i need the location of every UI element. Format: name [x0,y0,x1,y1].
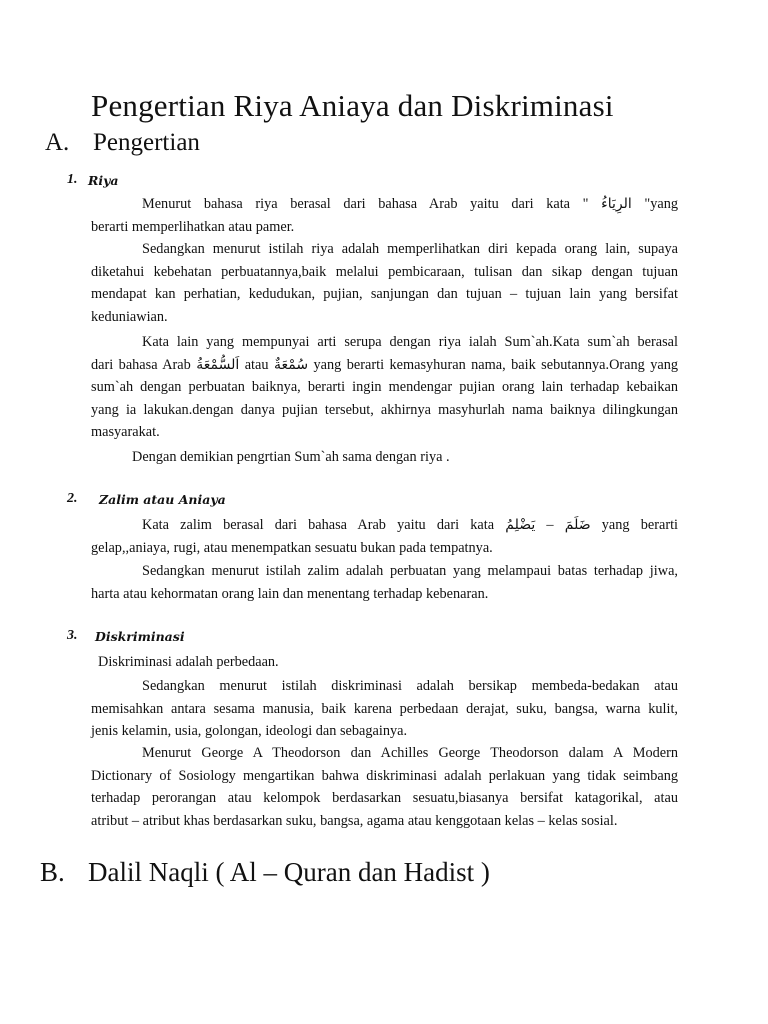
riya-paragraph-3 [91,331,678,444]
zalim-paragraph-1 [91,514,678,559]
riya-p2-line-2: diketahui kebehatan perbuatannya,baik melalui pembicaraan, tulisan dan sikap dengan tujuan [91,263,678,280]
zalim-p2-line-1: Sedangkan menurut istilah zalim adalah perbuatan yang melampaui batas terhadap jiwa, [142,563,678,579]
riya-p3-line-3: sum`ah dengan perbuatan baiknya, berarti ingin mendengar pujian orang lain terhadap kebaikan [91,379,678,395]
riya-p1-line-2: berarti memperlihatkan atau pamer. [91,218,295,235]
subheading-number-zalim: 2. [67,491,78,506]
diskriminasi-p3-line-2: Dictionary of Sosiology mengartikan bahwa diskriminasi adalah perlakuan yang tidak seimbang [91,767,678,784]
zalim-p1-line-2: gelap,,aniaya, rugi, atau menempatkan sesuatu bukan pada tempatnya. [91,539,493,556]
riya-p3-line-4: yang ia lakukan.dengan danya pujian tersebut, akhirnya masyhurlah nama baiknya dilingkungan [91,401,678,418]
subheading-zalim: Zalim atau Aniaya [99,492,226,507]
riya-p3-line-1: Kata lain yang mempunyai arti serupa dengan riya ialah Sum`ah.Kata sum`ah berasal [142,334,678,350]
section-a-title: Pengertian [93,129,200,156]
riya-p2-line-1: Sedangkan menurut istilah riya adalah memperlihatkan diri kepada orang lain, supaya [142,241,678,257]
diskriminasi-paragraph-3 [91,742,678,832]
diskriminasi-paragraph-2 [91,675,678,743]
riya-p2-line-4: keduniawian. [91,308,168,325]
riya-paragraph-4: Dengan demikian pengrtian Sum`ah sama dengan riya . [132,449,450,465]
riya-p1-line-1: Menurut bahasa riya berasal dari bahasa Arab yaitu dari kata " الرِيَاءُ "yang [142,196,678,212]
riya-p3-line-5: masyarakat. [91,424,160,440]
page-title: Pengertian Riya Aniaya dan Diskriminasi [91,88,614,123]
riya-paragraph-2 [91,238,678,328]
section-b-title: Dalil Naqli ( Al – Quran dan Hadist ) [88,857,490,887]
arabic-word-sumah: سُمْعَةٌ [273,356,309,373]
zalim-p1-line-1: Kata zalim berasal dari bahasa Arab yaitu dari kata يَضْلِمُ – ضَلَمَ yang berarti [142,517,679,533]
subheading-diskriminasi: Diskriminasi [95,629,185,644]
arabic-word-dalama: ضَلَمَ [564,517,591,533]
arabic-word-assumah: اَلسُّمْعَةُ [196,356,240,373]
zalim-paragraph-2 [91,560,678,605]
zalim-p2-line-2: harta atau kehormatan orang lain dan menentang terhadap kebenaran. [91,585,489,602]
section-b-letter: B. [40,857,65,887]
diskriminasi-paragraph-1: Diskriminasi adalah perbedaan. [98,654,279,670]
riya-p2-line-3: mendapat kan perhatian, kedudukan, pujian, sanjungan dan tujuan – tujuan lain yang bersifat [91,286,678,302]
diskriminasi-p3-line-3: terhadap perorangan atau kelompok berdasarkan sesuatu,biasanya bersifat katagorikal, atau [91,790,678,806]
subheading-number-riya: 1. [67,172,78,187]
arabic-word-yadlimu: يَضْلِمُ [505,517,536,533]
subheading-number-diskriminasi: 3. [67,628,78,643]
riya-p3-line-2: dari bahasa Arab اَلسُّمْعَةُ atau سُمْعَةٌ yang berarti kemasyhuran nama, baik sebutannya.Orang yang [91,356,679,373]
diskriminasi-p2-line-2: memisahkan antara sesama manusia, baik karena perbedaan derajat, suku, bangsa, warna kulit, [91,700,678,717]
arabic-word-riya: الرِيَاءُ [601,196,632,212]
diskriminasi-p3-line-1: Menurut George A Theodorson dan Achilles George Theodorson dalam A Modern [142,745,678,761]
section-a-letter: A. [45,129,70,156]
diskriminasi-p3-line-4: atribut – atribut khas berdasarkan suku, bangsa, agama atau kenggotaan kelas – kelas sosial. [91,812,618,829]
subheading-riya: Riya [88,173,119,188]
diskriminasi-p2-line-1: Sedangkan menurut istilah diskriminasi adalah bersikap membeda-bedakan atau [142,678,678,694]
riya-paragraph-1 [91,193,678,238]
diskriminasi-p2-line-3: jenis kelamin, usia, golongan, ideologi dan sebagainya. [91,723,408,739]
